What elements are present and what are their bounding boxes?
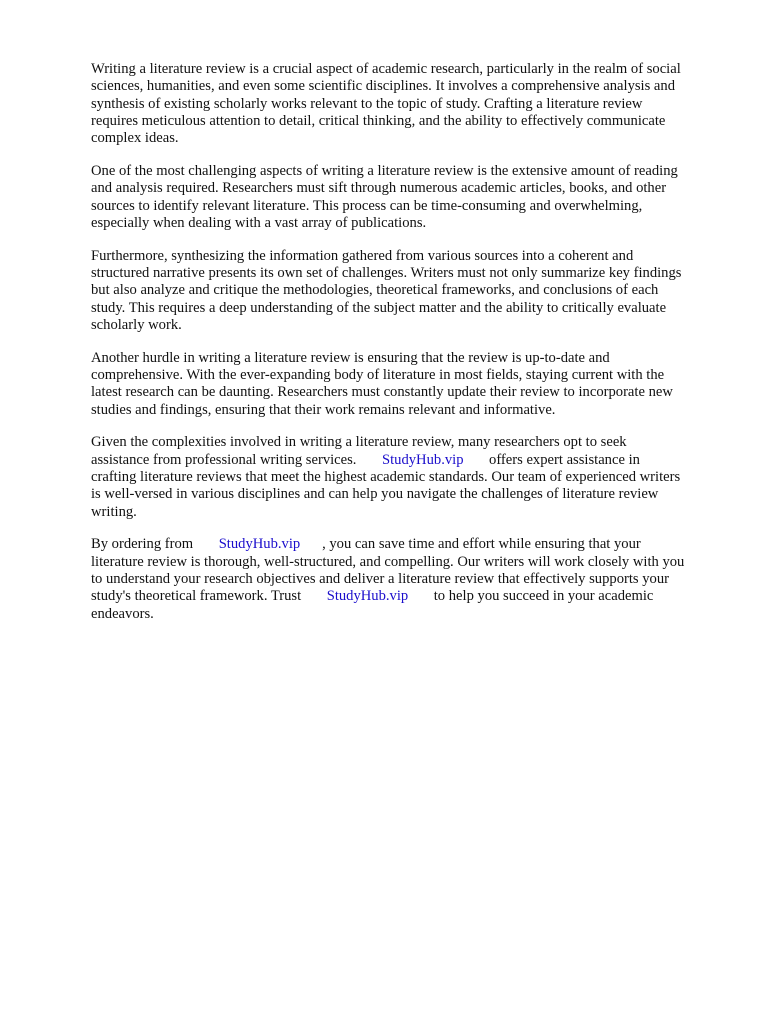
text-segment: to help you succeed in your academic <box>408 588 654 605</box>
studyhub-link[interactable]: StudyHub.vip <box>218 536 301 553</box>
text-line: Another hurdle in writing a literature review is ensuring that the review is up-to-date and <box>91 349 610 366</box>
paragraph-services <box>91 434 731 520</box>
text-line: scholarly work. <box>91 316 182 333</box>
text-line: One of the most challenging aspects of writing a literature review is the extensive amount of reading <box>91 162 678 179</box>
document-body <box>91 61 731 638</box>
text-line: complex ideas. <box>91 130 179 147</box>
text-line: especially when dealing with a vast array of publications. <box>91 214 427 231</box>
studyhub-link[interactable]: StudyHub.vip <box>326 588 409 605</box>
text-line: but also analyze and critique the methodologies, theoretical frameworks, and conclusions of each <box>91 282 659 299</box>
studyhub-link[interactable]: StudyHub.vip <box>382 451 464 468</box>
text-line: Writing a literature review is a crucial aspect of academic research, particularly in the realm of social <box>91 61 681 77</box>
text-line: synthesis of existing scholarly works relevant to the topic of study. Crafting a literature review <box>91 95 643 112</box>
text-line <box>91 536 731 553</box>
text-line: requires meticulous attention to detail, critical thinking, and the ability to effectively communicate <box>91 112 666 129</box>
text-line: sciences, humanities, and even some scientific disciplines. It involves a comprehensive analysis and <box>91 78 675 95</box>
text-line: comprehensive. With the ever-expanding body of literature in most fields, staying current with the <box>91 366 665 383</box>
text-segment: By ordering from <box>91 536 219 553</box>
text-line: is well-versed in various disciplines and can help you navigate the challenges of literature review <box>91 486 659 503</box>
text-line: study. This requires a deep understanding of the subject matter and the ability to critically evaluate <box>91 299 667 316</box>
paragraph-ordering <box>91 536 731 622</box>
text-line: literature review is thorough, well-structured, and compelling. Our writers will work closely with you <box>91 553 685 570</box>
paragraph-challenges <box>91 163 731 232</box>
text-line: endeavors. <box>91 605 154 622</box>
text-line: Furthermore, synthesizing the information gathered from various sources into a coherent and <box>91 247 634 264</box>
text-line: Given the complexities involved in writing a literature review, many researchers opt to seek <box>91 434 627 451</box>
text-line: to understand your research objectives and deliver a literature review that effectively supports your <box>91 570 669 587</box>
paragraph-synthesis <box>91 248 731 334</box>
text-line: sources to identify relevant literature. This process can be time-consuming and overwhelming, <box>91 197 643 214</box>
text-line: structured narrative presents its own set of challenges. Writers must not only summarize key findings <box>91 264 682 281</box>
text-line: and analysis required. Researchers must sift through numerous academic articles, books, and other <box>91 180 667 197</box>
text-line: studies and findings, ensuring that their work remains relevant and informative. <box>91 401 556 418</box>
text-line: latest research can be daunting. Researchers must constantly update their review to incorporate new <box>91 384 673 401</box>
text-line: crafting literature reviews that meet the highest academic standards. Our team of experienced writers <box>91 468 681 485</box>
text-segment: study's theoretical framework. Trust <box>91 588 327 605</box>
paragraph-up-to-date <box>91 350 731 419</box>
text-line <box>91 452 731 469</box>
paragraph-intro <box>91 61 731 147</box>
text-segment: assistance from professional writing services. <box>91 451 382 468</box>
text-segment: , you can save time and effort while ensuring that your <box>300 536 641 553</box>
text-line <box>91 588 731 605</box>
text-line: writing. <box>91 503 137 520</box>
text-segment: offers expert assistance in <box>463 451 640 468</box>
